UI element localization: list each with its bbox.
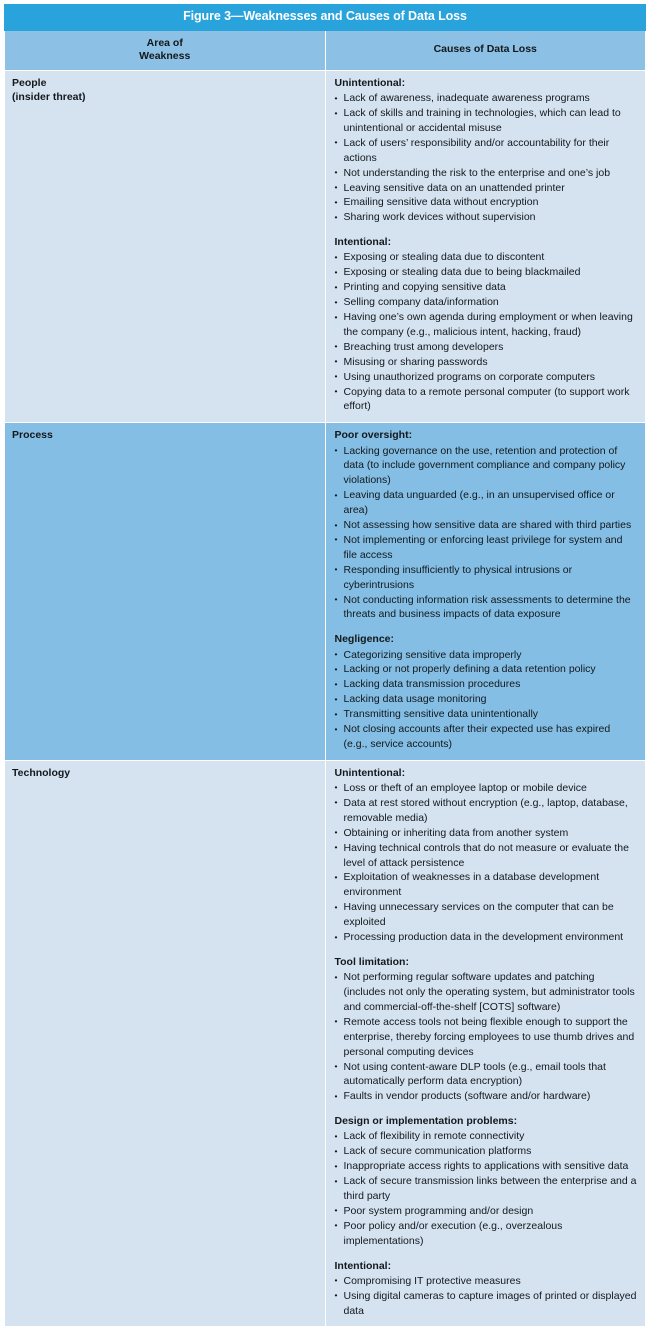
cause-list-item: • Obtaining or inheriting data from another system (335, 826, 638, 841)
cause-list (335, 970, 638, 1104)
cause-list (335, 444, 638, 623)
column-header-area-line2: Weakness (139, 49, 191, 62)
cause-group (335, 1115, 638, 1248)
area-label-line1: People (12, 77, 47, 89)
cause-list (335, 250, 638, 414)
cause-group-title: Intentional: (334, 236, 392, 249)
cause-list-item: • Categorizing sensitive data improperly (335, 648, 638, 663)
causes-of-data-loss-cell (325, 71, 646, 423)
cause-list-item: • Not assessing how sensitive data are shared with third parties (335, 518, 638, 533)
cause-group (335, 429, 638, 622)
cause-list (335, 1274, 638, 1319)
column-header-area-line1: Area of (146, 36, 183, 49)
cause-list (335, 1129, 638, 1248)
cause-list-item: • Sharing work devices without supervision (335, 210, 638, 225)
cause-list-item: • Remote access tools not being flexible enough to support the enterprise, thereby forcing employees to use thumb drives and personal computing devices (335, 1015, 638, 1060)
cause-list (335, 781, 638, 945)
cause-list-item: • Exposing or stealing data due to being blackmailed (335, 265, 638, 280)
cause-list-item: • Transmitting sensitive data unintentionally (335, 707, 638, 722)
cause-list-item: • Breaching trust among developers (335, 340, 638, 355)
area-of-weakness-cell (5, 423, 326, 760)
cause-list-item: • Lack of awareness, inadequate awareness programs (335, 91, 638, 106)
cause-group (335, 236, 638, 414)
cause-list-item: • Lacking or not properly defining a data retention policy (335, 662, 638, 677)
cause-list-item: • Selling company data/information (335, 295, 638, 310)
cause-list-item: • Lacking data transmission procedures (335, 677, 638, 692)
cause-list-item: • Using digital cameras to capture images of printed or displayed data (335, 1289, 638, 1319)
cause-list-item: • Not using content-aware DLP tools (e.g., email tools that automatically perform data encryption) (335, 1060, 638, 1090)
area-label-line1: Process (12, 429, 53, 442)
table-row (5, 71, 646, 423)
cause-group-title: Tool limitation: (334, 955, 409, 968)
cause-list-item: • Poor policy and/or execution (e.g., overzealous implementations) (335, 1219, 638, 1249)
cause-list-item: • Copying data to a remote personal computer (to support work effort) (335, 385, 638, 415)
column-header-area-of-weakness (5, 30, 326, 70)
cause-group (335, 767, 638, 945)
cause-list-item: • Not closing accounts after their expected use has expired (e.g., service accounts) (335, 722, 638, 752)
cause-list-item: • Responding insufficiently to physical intrusions or cyberintrusions (335, 563, 638, 593)
cause-list-item: • Leaving sensitive data on an unattended printer (335, 181, 638, 196)
cause-list-item: • Not performing regular software updates and patching (includes not only the operating system, but administrator tools and commercial-off-the-shelf [COTS] software) (335, 970, 638, 1015)
cause-list-item: • Poor system programming and/or design (335, 1204, 638, 1219)
cause-list-item: • Lack of secure transmission links between the enterprise and a third party (335, 1174, 638, 1204)
cause-list (335, 91, 638, 225)
figure-title-row (5, 5, 646, 31)
causes-of-data-loss-cell (325, 760, 646, 1327)
cause-list-item: • Having technical controls that do not measure or evaluate the level of attack persistence (335, 841, 638, 871)
cause-list-item: • Having one’s own agenda during employment or when leaving the company (e.g., malicious intent, hacking, fraud) (335, 310, 638, 340)
cause-list-item: • Faults in vendor products (software and/or hardware) (335, 1089, 638, 1104)
cause-list-item: • Lack of users’ responsibility and/or accountability for their actions (335, 136, 638, 166)
causes-of-data-loss-cell (325, 423, 646, 760)
weaknesses-causes-table (4, 4, 646, 1327)
cause-group (335, 1260, 638, 1319)
area-label-line1: Technology (12, 766, 71, 779)
table-row (5, 760, 646, 1327)
figure-title: Figure 3—Weaknesses and Causes of Data Loss (5, 5, 646, 31)
cause-group-title: Poor oversight: (334, 429, 413, 442)
cause-group-title: Negligence: (334, 633, 395, 646)
cause-list-item: • Not conducting information risk assessments to determine the threats and business impacts of data exposure (335, 593, 638, 623)
table-body (5, 5, 646, 1327)
column-header-causes-of-data-loss: Causes of Data Loss (325, 30, 646, 70)
cause-list-item: • Misusing or sharing passwords (335, 355, 638, 370)
table-row (5, 423, 646, 760)
table-header-row (5, 30, 646, 70)
cause-group (335, 77, 638, 225)
cause-list (335, 648, 638, 752)
cause-list-item: • Not implementing or enforcing least privilege for system and file access (335, 533, 638, 563)
cause-list-item: • Data at rest stored without encryption (e.g., laptop, database, removable media) (335, 796, 638, 826)
cause-list-item: • Exposing or stealing data due to discontent (335, 250, 638, 265)
cause-group-title: Design or implementation problems: (334, 1115, 518, 1128)
cause-group (335, 956, 638, 1104)
cause-list-item: • Lack of secure communication platforms (335, 1144, 638, 1159)
cause-list-item: • Lack of flexibility in remote connectivity (335, 1129, 638, 1144)
cause-list-item: • Leaving data unguarded (e.g., in an unsupervised office or area) (335, 488, 638, 518)
cause-list-item: • Lack of skills and training in technologies, which can lead to unintentional or accidental misuse (335, 106, 638, 136)
area-of-weakness-cell (5, 71, 326, 423)
area-of-weakness-cell (5, 760, 326, 1327)
cause-group-title: Unintentional: (334, 77, 406, 89)
cause-list-item: • Having unnecessary services on the computer that can be exploited (335, 900, 638, 930)
cause-list-item: • Not understanding the risk to the enterprise and one’s job (335, 166, 638, 181)
cause-list-item: • Emailing sensitive data without encryption (335, 195, 638, 210)
cause-list-item: • Loss or theft of an employee laptop or mobile device (335, 781, 638, 796)
cause-group (335, 633, 638, 751)
cause-list-item: • Lacking governance on the use, retention and protection of data (to include government compliance and company policy violations) (335, 444, 638, 489)
cause-list-item: • Inappropriate access rights to applications with sensitive data (335, 1159, 638, 1174)
area-label-line2: (insider threat) (12, 90, 86, 103)
cause-group-title: Unintentional: (334, 766, 406, 779)
cause-list-item: • Printing and copying sensitive data (335, 280, 638, 295)
cause-list-item: • Exploitation of weaknesses in a database development environment (335, 870, 638, 900)
cause-list-item: • Lacking data usage monitoring (335, 692, 638, 707)
cause-list-item: • Processing production data in the development environment (335, 930, 638, 945)
cause-list-item: • Using unauthorized programs on corporate computers (335, 370, 638, 385)
cause-list-item: • Compromising IT protective measures (335, 1274, 638, 1289)
cause-group-title: Intentional: (334, 1259, 392, 1272)
